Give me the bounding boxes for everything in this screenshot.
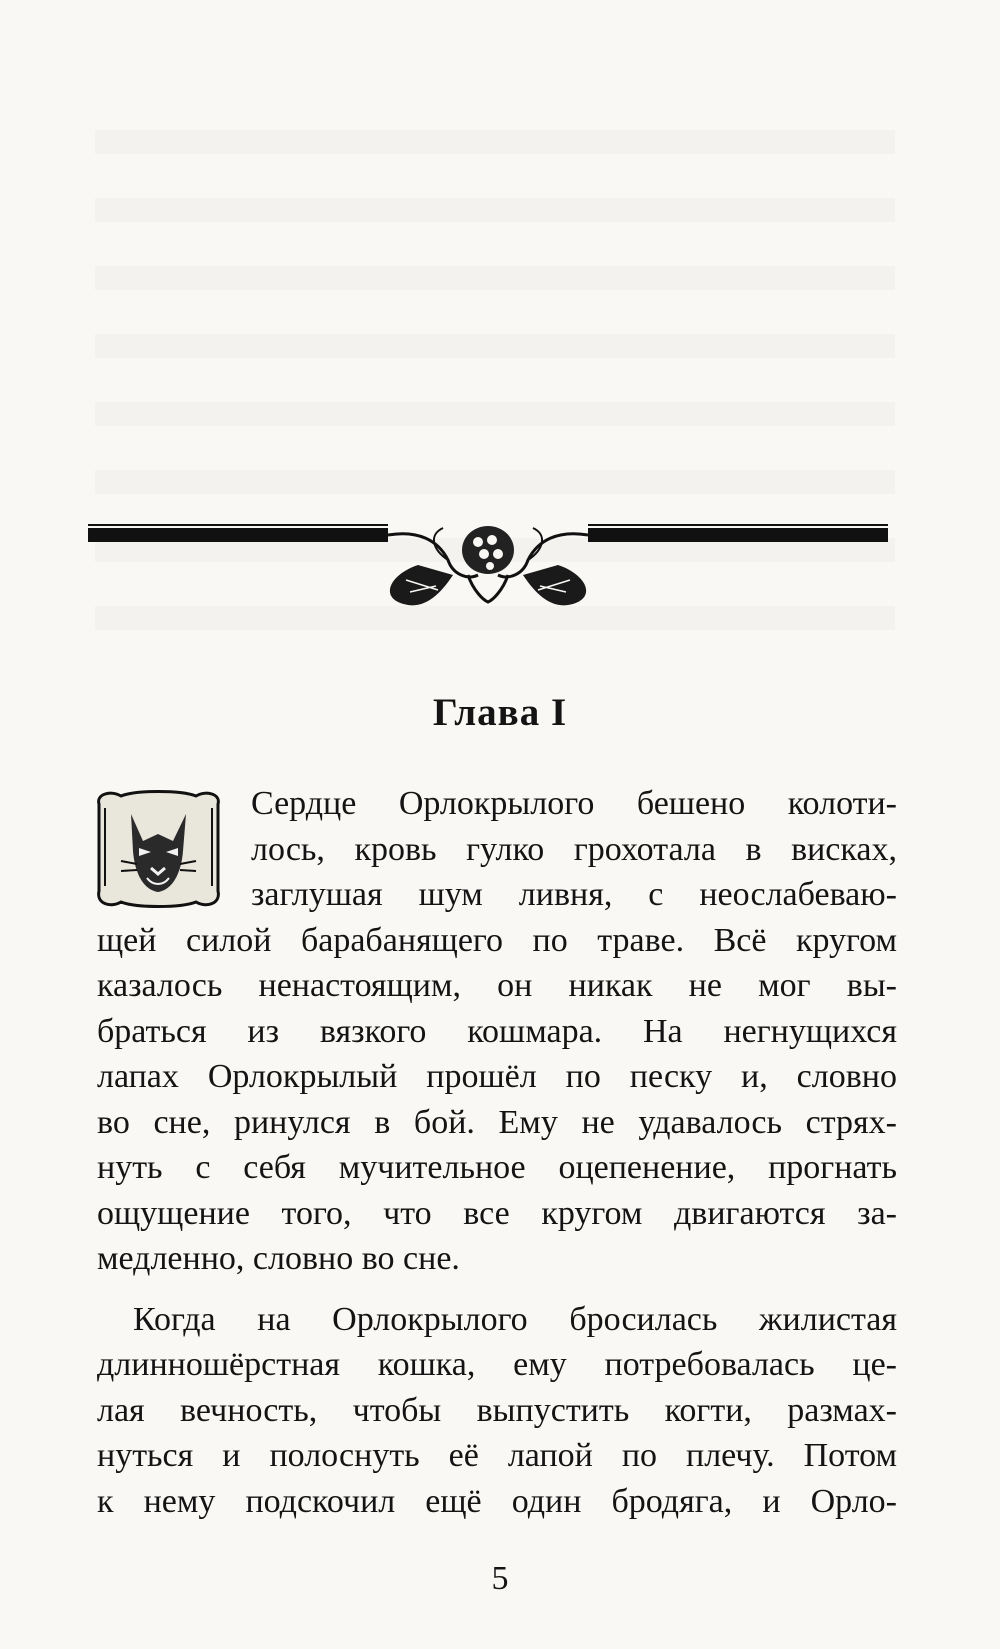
text-line: во сне, ринулся в бой. Ему не удавалось стрях-: [97, 1103, 897, 1141]
chapter-text: [97, 781, 897, 1524]
text-line: нуться и полоснуть её лапой по плечу. Потом: [97, 1437, 897, 1474]
text-line: браться из вязкого кошмара. На негнущихся: [97, 1012, 897, 1050]
text-line: лапах Орлокрылый прошёл по песку и, словно: [97, 1058, 897, 1095]
text-line: медленно, словно во сне.: [97, 1240, 460, 1277]
chapter-title: Глава I: [432, 691, 568, 734]
text-line: щей силой барабанящего по траве. Всё кругом: [97, 921, 897, 959]
text-line: ощущение того, что все кругом двигаются за-: [97, 1194, 897, 1232]
text-line: лось, кровь гулко грохотала в висках,: [251, 830, 897, 868]
text-line: Когда на Орлокрылого бросилась жилистая: [133, 1300, 897, 1338]
text-line: лая вечность, чтобы выпустить когти, размах-: [97, 1391, 897, 1429]
page-number: 5: [491, 1560, 509, 1597]
text-line: Сердце Орлокрылого бешено колоти-: [251, 785, 897, 822]
text-line: нуть с себя мучительное оцепенение, прогнать: [97, 1149, 897, 1186]
floral-divider-icon: [88, 520, 888, 620]
text-line: заглушая шум ливня, с неослабеваю-: [251, 876, 897, 913]
text-line: длинношёрстная кошка, ему потребовалась це-: [97, 1346, 897, 1383]
text-line: к нему подскочил ещё один бродяга, и Орло-: [97, 1482, 897, 1520]
text-line: казалось ненастоящим, он никак не мог вы-: [97, 967, 897, 1004]
